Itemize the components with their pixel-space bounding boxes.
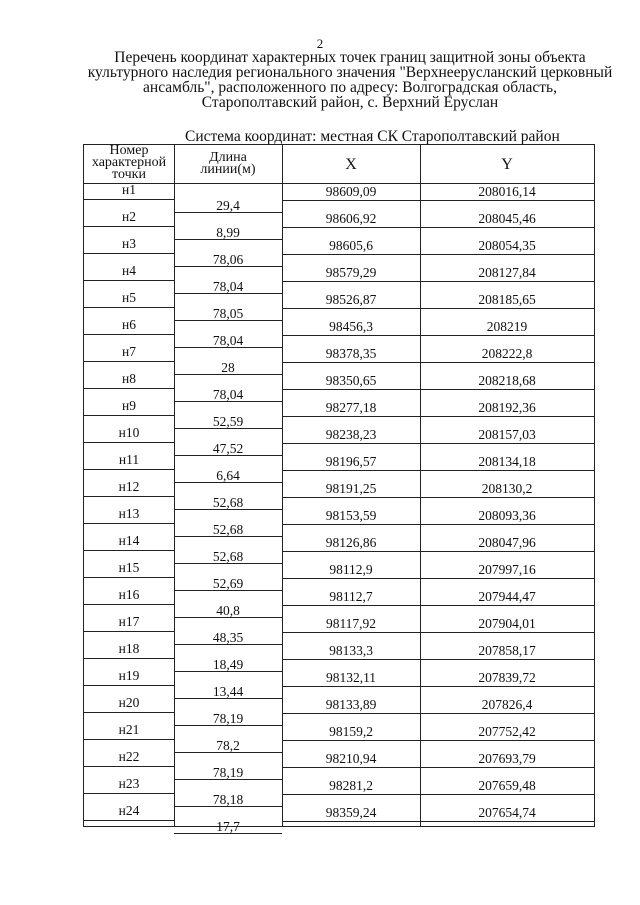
point-y: 207858,17 [478,643,536,658]
point-name: н17 [118,614,140,629]
point-y: 207659,48 [478,778,536,793]
row-divider [84,766,174,767]
row-divider [282,524,594,525]
row-divider [282,794,594,795]
point-x: 98238,23 [325,427,377,442]
point-x: 98117,92 [325,616,377,631]
point-y: 207904,01 [478,616,536,631]
line-length: 6,64 [216,468,240,483]
row-divider [84,469,174,470]
title-line: Старополтавский район, с. Верхний Еруслан [201,94,499,111]
row-divider [174,212,282,213]
row-divider [174,293,282,294]
point-name: н7 [122,344,136,359]
row-divider [174,320,282,321]
point-name: н10 [118,425,140,440]
header-line-length [174,152,282,176]
point-name: н16 [118,587,140,602]
row-divider [84,577,174,578]
title-line: Перечень координат характерных точек границ защитной зоны объекта [114,49,586,66]
row-divider [174,806,282,807]
row-divider [174,482,282,483]
row-divider [174,725,282,726]
row-divider [174,833,282,834]
row-divider [282,416,594,417]
row-divider [174,752,282,753]
point-y: 208222,8 [481,346,533,361]
point-name: н24 [118,803,140,818]
point-x: 98159,2 [329,724,373,739]
row-divider [282,605,594,606]
point-y: 208219 [486,319,528,334]
row-divider [84,820,174,821]
line-length: 78,05 [212,306,244,321]
row-divider [282,308,594,309]
row-divider [282,335,594,336]
line-length: 17,7 [216,819,240,834]
line-length: 40,8 [216,603,240,618]
point-x: 98281,2 [329,778,373,793]
point-x: 98456,3 [329,319,373,334]
point-y: 208127,84 [478,265,536,280]
line-length: 78,19 [212,711,244,726]
point-x: 98196,57 [325,454,377,469]
point-name: н18 [118,641,140,656]
line-length: 78,04 [212,387,244,402]
point-y: 208192,36 [478,400,536,415]
row-divider [84,658,174,659]
row-divider [282,578,594,579]
row-divider [174,779,282,780]
row-divider [282,821,594,822]
header-line-length-line: Длина [209,150,247,165]
coordinates-table [83,143,595,834]
line-length: 48,35 [212,630,244,645]
row-divider [84,226,174,227]
row-divider [84,388,174,389]
row-divider [282,632,594,633]
line-length: 52,68 [212,549,244,564]
line-length: 52,69 [212,576,244,591]
point-name: н5 [122,290,136,305]
row-divider [174,374,282,375]
point-y: 208134,18 [478,454,536,469]
row-divider [174,644,282,645]
point-name: н4 [122,263,136,278]
row-divider [84,739,174,740]
row-divider [174,347,282,348]
line-length: 18,49 [212,657,244,672]
point-x: 98609,09 [325,184,377,199]
document-title [60,50,640,110]
point-y: 208157,03 [478,427,536,442]
row-divider [174,617,282,618]
line-length: 52,68 [212,495,244,510]
row-divider [84,793,174,794]
point-name: н1 [122,182,136,197]
row-divider [282,443,594,444]
row-divider [84,253,174,254]
row-divider [84,280,174,281]
point-name: н22 [118,749,140,764]
line-length: 47,52 [212,441,244,456]
point-x: 98378,35 [325,346,377,361]
row-divider [282,497,594,498]
row-divider [282,227,594,228]
point-name: н12 [118,479,140,494]
point-y: 208185,65 [478,292,536,307]
row-divider [282,200,594,201]
point-y: 208016,14 [478,184,536,199]
row-divider [84,685,174,686]
row-divider [84,550,174,551]
row-divider [282,740,594,741]
point-name: н20 [118,695,140,710]
point-y: 207693,79 [478,751,536,766]
row-divider [174,671,282,672]
header-point-number-line: Номер [109,143,149,158]
point-name: н23 [118,776,140,791]
point-name: н11 [118,452,140,467]
point-y: 207944,47 [478,589,536,604]
row-divider [282,659,594,660]
point-name: н19 [118,668,140,683]
row-divider [84,442,174,443]
row-divider [174,455,282,456]
point-y: 208093,36 [478,508,536,523]
line-length: 78,06 [212,252,244,267]
point-x: 98359,24 [325,805,377,820]
header-x: X [345,156,357,173]
point-name: н9 [122,398,136,413]
point-x: 98350,65 [325,373,377,388]
point-x: 98579,29 [325,265,377,280]
point-name: н14 [118,533,140,548]
row-divider [84,361,174,362]
point-name: н2 [122,209,136,224]
header-point-number-line: точки [112,167,146,182]
row-divider [174,239,282,240]
line-length: 13,44 [212,684,244,699]
point-y: 207654,74 [478,805,536,820]
row-divider [282,767,594,768]
line-length: 78,2 [216,738,240,753]
row-divider [84,307,174,308]
row-divider [174,536,282,537]
point-x: 98606,92 [325,211,377,226]
row-divider [174,590,282,591]
point-y: 207997,16 [478,562,536,577]
page-number: 2 [316,36,324,51]
line-length: 52,68 [212,522,244,537]
point-x: 98605,6 [329,238,373,253]
row-divider [282,470,594,471]
point-x: 98126,86 [325,535,377,550]
point-x: 98133,89 [325,697,377,712]
point-y: 208130,2 [481,481,533,496]
row-divider [174,698,282,699]
point-y: 207826,4 [481,697,533,712]
point-y: 208054,35 [478,238,536,253]
point-x: 98210,94 [325,751,377,766]
row-divider [84,199,174,200]
row-divider [84,631,174,632]
point-name: н21 [118,722,140,737]
line-length: 78,18 [212,792,244,807]
point-y: 207752,42 [478,724,536,739]
row-divider [174,563,282,564]
line-length: 52,59 [212,414,244,429]
row-divider [282,551,594,552]
point-x: 98277,18 [325,400,377,415]
row-divider [84,604,174,605]
header-point-number [84,145,174,181]
row-divider [174,266,282,267]
row-divider [282,254,594,255]
title-line: ансамбль", расположенного по адресу: Волгоградская область, [143,79,557,96]
row-divider [282,389,594,390]
point-x: 98112,7 [329,589,373,604]
point-name: н13 [118,506,140,521]
point-name: н8 [122,371,136,386]
header-point-number-line: характерной [91,155,167,170]
point-y: 208047,96 [478,535,536,550]
row-divider [174,509,282,510]
point-x: 98112,9 [329,562,373,577]
line-length: 8,99 [216,225,240,240]
row-divider [174,401,282,402]
row-divider [282,713,594,714]
line-length: 78,04 [212,333,244,348]
point-x: 98153,59 [325,508,377,523]
header-y: Y [501,156,513,173]
line-length: 78,04 [212,279,244,294]
point-x: 98133,3 [329,643,373,658]
point-name: н15 [118,560,140,575]
header-line-length-line: линии(м) [200,162,256,177]
point-name: н6 [122,317,136,332]
row-divider [282,362,594,363]
row-divider [84,415,174,416]
point-x: 98132,11 [325,670,377,685]
row-divider [84,334,174,335]
point-y: 208218,68 [478,373,536,388]
row-divider [174,428,282,429]
title-line: культурного наследия регионального значения "Верхнеерусланский церковный [87,64,613,81]
row-divider [84,496,174,497]
point-x: 98526,87 [325,292,377,307]
line-length: 29,4 [216,198,240,213]
row-divider [84,523,174,524]
point-x: 98191,25 [325,481,377,496]
row-divider [282,281,594,282]
row-divider [282,686,594,687]
point-y: 208045,46 [478,211,536,226]
line-length: 78,19 [212,765,244,780]
line-length: 28 [221,360,235,375]
point-y: 207839,72 [478,670,536,685]
point-name: н3 [122,236,136,251]
coordinate-system-caption: Система координат: местная СК Старополтавский район [185,128,560,145]
row-divider [84,712,174,713]
